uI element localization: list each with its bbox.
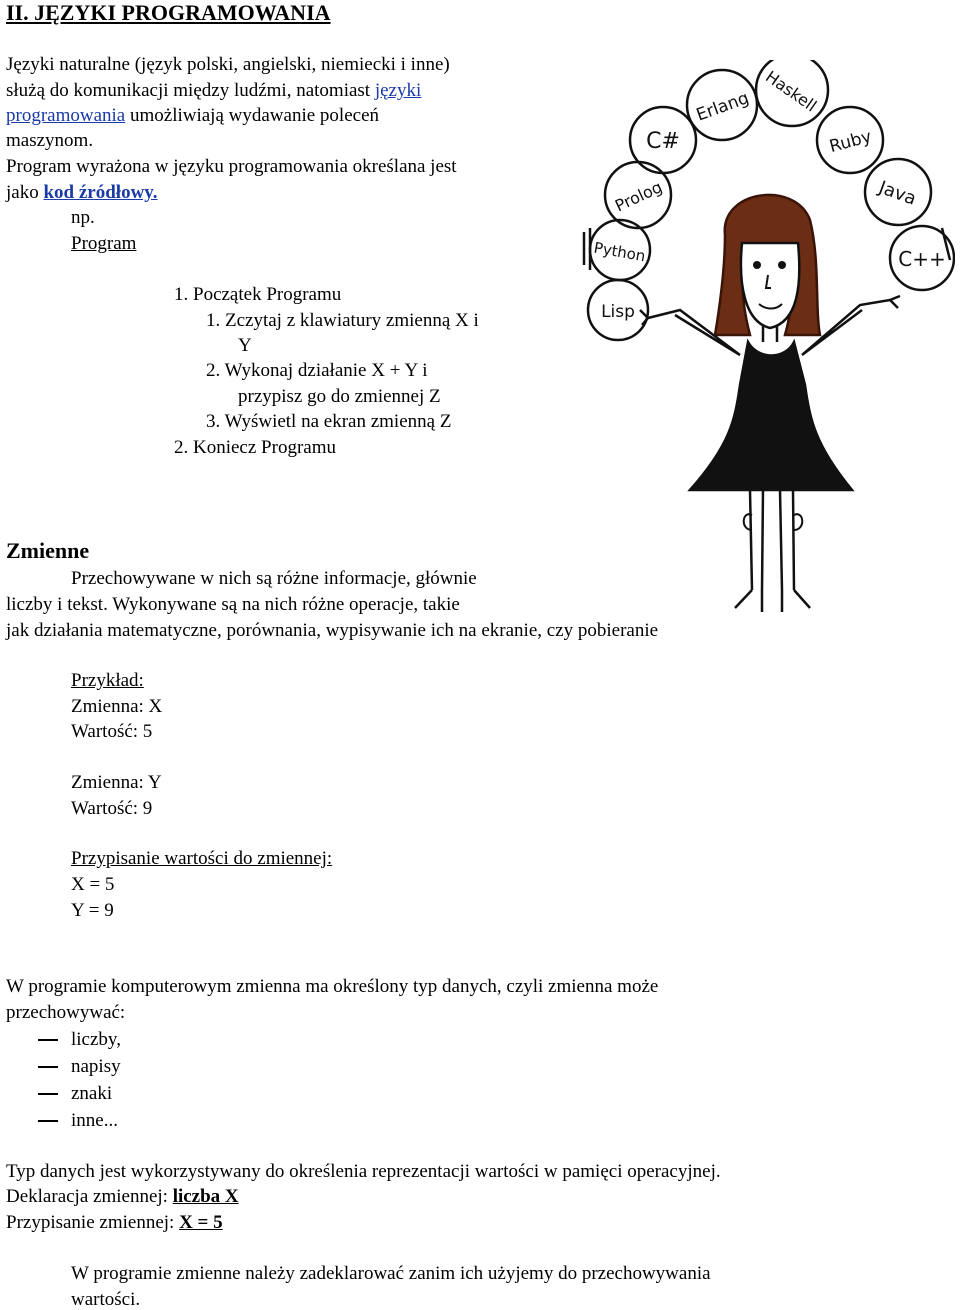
bullet-dash bbox=[38, 1039, 58, 1041]
final-paragraph: wartości. bbox=[71, 1289, 141, 1310]
assign-y: Y = 9 bbox=[71, 900, 114, 921]
intro-line: jako kod źródłowy. bbox=[6, 182, 158, 203]
bullet-dash bbox=[38, 1093, 58, 1095]
program-label: Program bbox=[71, 233, 137, 254]
feet bbox=[735, 590, 810, 612]
variables-paragraph: liczby i tekst. Wykonywane są na nich różne operacje, takie bbox=[6, 594, 460, 615]
step-display: 3. Wyświetl na ekran zmienną Z bbox=[206, 411, 452, 432]
bubble-label: Lisp bbox=[601, 302, 635, 322]
bubble-label: Python bbox=[592, 238, 647, 266]
step-read-cont: Y bbox=[238, 335, 252, 356]
bullet-dash bbox=[38, 1120, 58, 1122]
bubble-label: Prolog bbox=[612, 177, 666, 216]
declaration-example: liczba X bbox=[172, 1186, 239, 1207]
page-title: II. JĘZYKI PROGRAMOWANIA bbox=[6, 0, 331, 25]
intro-line: maszynom. bbox=[6, 130, 94, 151]
bubble-label: Ruby bbox=[827, 126, 874, 158]
final-paragraph: W programie zmienne należy zadeklarować zanim ich użyjemy do przechowywania bbox=[71, 1263, 711, 1284]
assignment-line: Przypisanie zmiennej: X = 5 bbox=[6, 1212, 223, 1233]
link-jezyki-programowania[interactable]: programowania bbox=[6, 105, 126, 126]
step-read: 1. Zczytaj z klawiatury zmienną X i bbox=[206, 310, 479, 331]
intro-line: służą do komunikacji między ludźmi, natomiast języki bbox=[6, 80, 422, 101]
bubble-label: Haskell bbox=[762, 66, 821, 116]
java-bubble bbox=[865, 159, 931, 225]
bubble-label: Erlang bbox=[693, 88, 752, 126]
types-paragraph: Typ danych jest wykorzystywany do określenia reprezentacji wartości w pamięci operacyjnej. bbox=[6, 1161, 721, 1182]
list-item: inne... bbox=[71, 1110, 118, 1131]
list-item: liczby, bbox=[71, 1029, 121, 1050]
juggler-illustration bbox=[570, 60, 955, 620]
example-var-y: Zmienna: Y bbox=[71, 772, 162, 793]
list-item: napisy bbox=[71, 1056, 121, 1077]
link-jezyki-programowania[interactable]: języki bbox=[374, 80, 422, 101]
haskell-bubble bbox=[756, 60, 828, 126]
np-label: np. bbox=[71, 207, 95, 228]
assignment-example: X = 5 bbox=[179, 1212, 223, 1233]
prolog-bubble bbox=[605, 162, 671, 228]
erlang-bubble bbox=[687, 70, 757, 140]
step-start: 1. Początek Programu bbox=[174, 284, 342, 305]
types-paragraph: W programie komputerowym zmienna ma określony typ danych, czyli zmienna może bbox=[6, 976, 659, 997]
intro-line: Program wyrażona w języku programowania określana jest bbox=[6, 156, 457, 177]
section-heading-zmienne: Zmienne bbox=[6, 538, 90, 563]
variables-paragraph: Przechowywane w nich są różne informacje, głównie bbox=[71, 568, 477, 589]
intro-line: Języki naturalne (język polski, angielski, niemiecki i inne) bbox=[6, 54, 450, 75]
step-end: 2. Koniecz Programu bbox=[174, 437, 336, 458]
intro-line: programowania umożliwiają wydawanie poleceń bbox=[6, 105, 379, 126]
step-compute: 2. Wykonaj działanie X + Y i bbox=[206, 360, 428, 381]
declaration-line: Deklaracja zmiennej: liczba X bbox=[6, 1186, 239, 1207]
link-kod-zrodlowy[interactable]: kod źródłowy. bbox=[43, 182, 158, 203]
assign-label: Przypisanie wartości do zmiennej: bbox=[71, 848, 333, 869]
bubble-label: C++ bbox=[898, 247, 946, 271]
example-val-x: Wartość: 5 bbox=[71, 721, 153, 742]
bullet-dash bbox=[38, 1066, 58, 1068]
variables-paragraph: jak działania matematyczne, porównania, wypisywanie ich na ekranie, czy pobieranie bbox=[6, 620, 659, 641]
example-val-y: Wartość: 9 bbox=[71, 798, 153, 819]
list-item: znaki bbox=[71, 1083, 113, 1104]
assign-x: X = 5 bbox=[71, 874, 115, 895]
python-bubble bbox=[590, 220, 650, 280]
bubble-label: Java bbox=[876, 177, 919, 210]
types-paragraph: przechowywać: bbox=[6, 1002, 126, 1023]
dress bbox=[690, 342, 852, 490]
ruby-bubble bbox=[817, 107, 883, 173]
bubble-label: C# bbox=[646, 129, 680, 154]
lisp-bubble bbox=[588, 280, 648, 340]
example-label: Przykład: bbox=[71, 670, 144, 691]
example-var-x: Zmienna: X bbox=[71, 696, 163, 717]
step-compute-cont: przypisz go do zmiennej Z bbox=[238, 386, 441, 407]
legs bbox=[750, 490, 794, 590]
